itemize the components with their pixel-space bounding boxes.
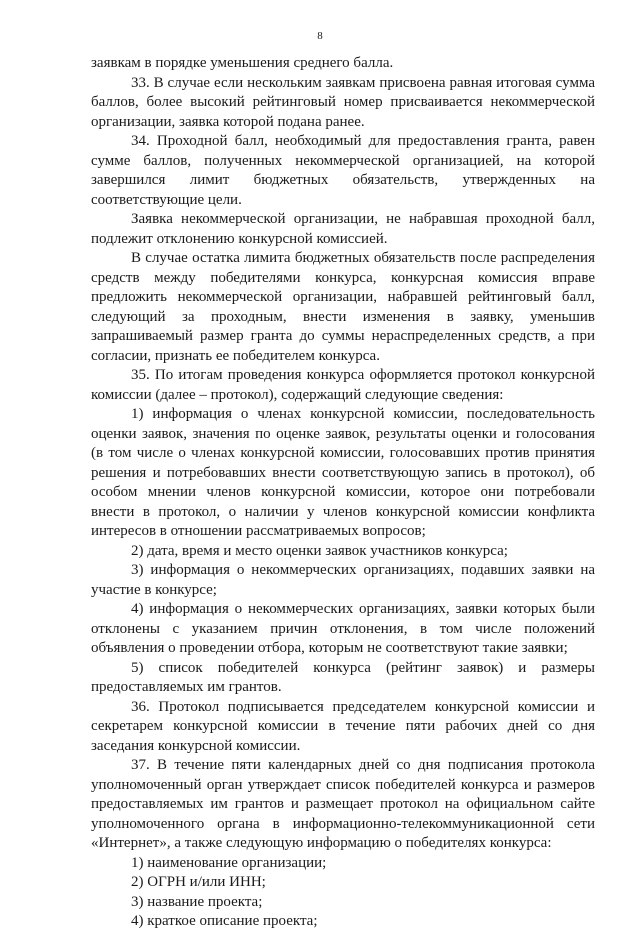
paragraph-36: 36. Протокол подписывается председателем конкурсной комиссии и секретарем конкурсной комиссии в течение пяти рабочих дней со дня заседания конкурсной комиссии. [91, 698, 595, 754]
list-item-35-1: 1) информация о членах конкурсной комиссии, последовательность оценки заявок, значения по оценке заявок, результаты оценки и голосования (в том числе о членах конкурсной комиссии, голосовавших против принятия решения и потребовавших внести соответствующую запись в протокол), об особом мнении членов конкурсной комиссии, которое они потребовали внести в протокол, о наличии у членов конкурсной комиссии конфликта интересов в отношении рассматриваемых вопросов; [91, 406, 595, 539]
list-item-35-2: 2) дата, время и место оценки заявок участников конкурса; [131, 542, 508, 559]
list-item-35-5: 5) список победителей конкурса (рейтинг заявок) и размеры предоставляемых им грантов. [91, 659, 595, 695]
paragraph-33: 33. В случае если нескольким заявкам присвоена равная итоговая сумма баллов, более высокий рейтинговый номер присваивается некоммерческой организации, заявка которой подана ранее. [91, 74, 595, 130]
list-item-35-3: 3) информация о некоммерческих организациях, подавших заявки на участие в конкурсе; [91, 562, 595, 598]
page-number: 8 [317, 30, 323, 42]
paragraph-37: 37. В течение пяти календарных дней со дня подписания протокола уполномоченный орган утверждает список победителей конкурса и размеров предоставляемых им грантов и размещает протокол на официальном сайте уполномоченного органа в информационно-телекоммуникационной сети «Интернет», а также следующую информацию о победителях конкурса: [91, 757, 595, 851]
paragraph-34-remaining-limit: В случае остатка лимита бюджетных обязательств после распределения средств между победителями конкурса, конкурсная комиссия вправе предложить некоммерческой организации, набравшей рейтинговый балл, следующий за проходным, внести изменения в заявку, уменьшив запрашиваемый размер гранта до суммы нераспределенных средств, а при согласии, признать ее победителем конкурса. [91, 250, 595, 364]
list-item-37-3: 3) название проекта; [131, 893, 263, 910]
list-item-37-1: 1) наименование организации; [131, 854, 327, 871]
paragraph-continuation: заявкам в порядке уменьшения среднего балла. [91, 55, 394, 71]
list-item-37-2: 2) ОГРН и/или ИНН; [131, 874, 266, 890]
document-body [91, 54, 595, 932]
list-item-37-4: 4) краткое описание проекта; [131, 913, 318, 929]
paragraph-34-rejection: Заявка некоммерческой организации, не набравшая проходной балл, подлежит отклонению конкурсной комиссией. [91, 211, 595, 247]
list-item-35-4: 4) информация о некоммерческих организациях, заявки которых были отклонены с указанием причин отклонения, в том числе положений объявления о проведении отбора, которым не соответствуют такие заявки; [91, 601, 595, 656]
paragraph-34: 34. Проходной балл, необходимый для предоставления гранта, равен сумме баллов, полученных некоммерческой организацией, на которой завершился лимит бюджетных обязательств, утвержденных на соответствующие цели. [91, 133, 595, 208]
paragraph-35: 35. По итогам проведения конкурса оформляется протокол конкурсной комиссии (далее – протокол), содержащий следующие сведения: [91, 367, 595, 403]
